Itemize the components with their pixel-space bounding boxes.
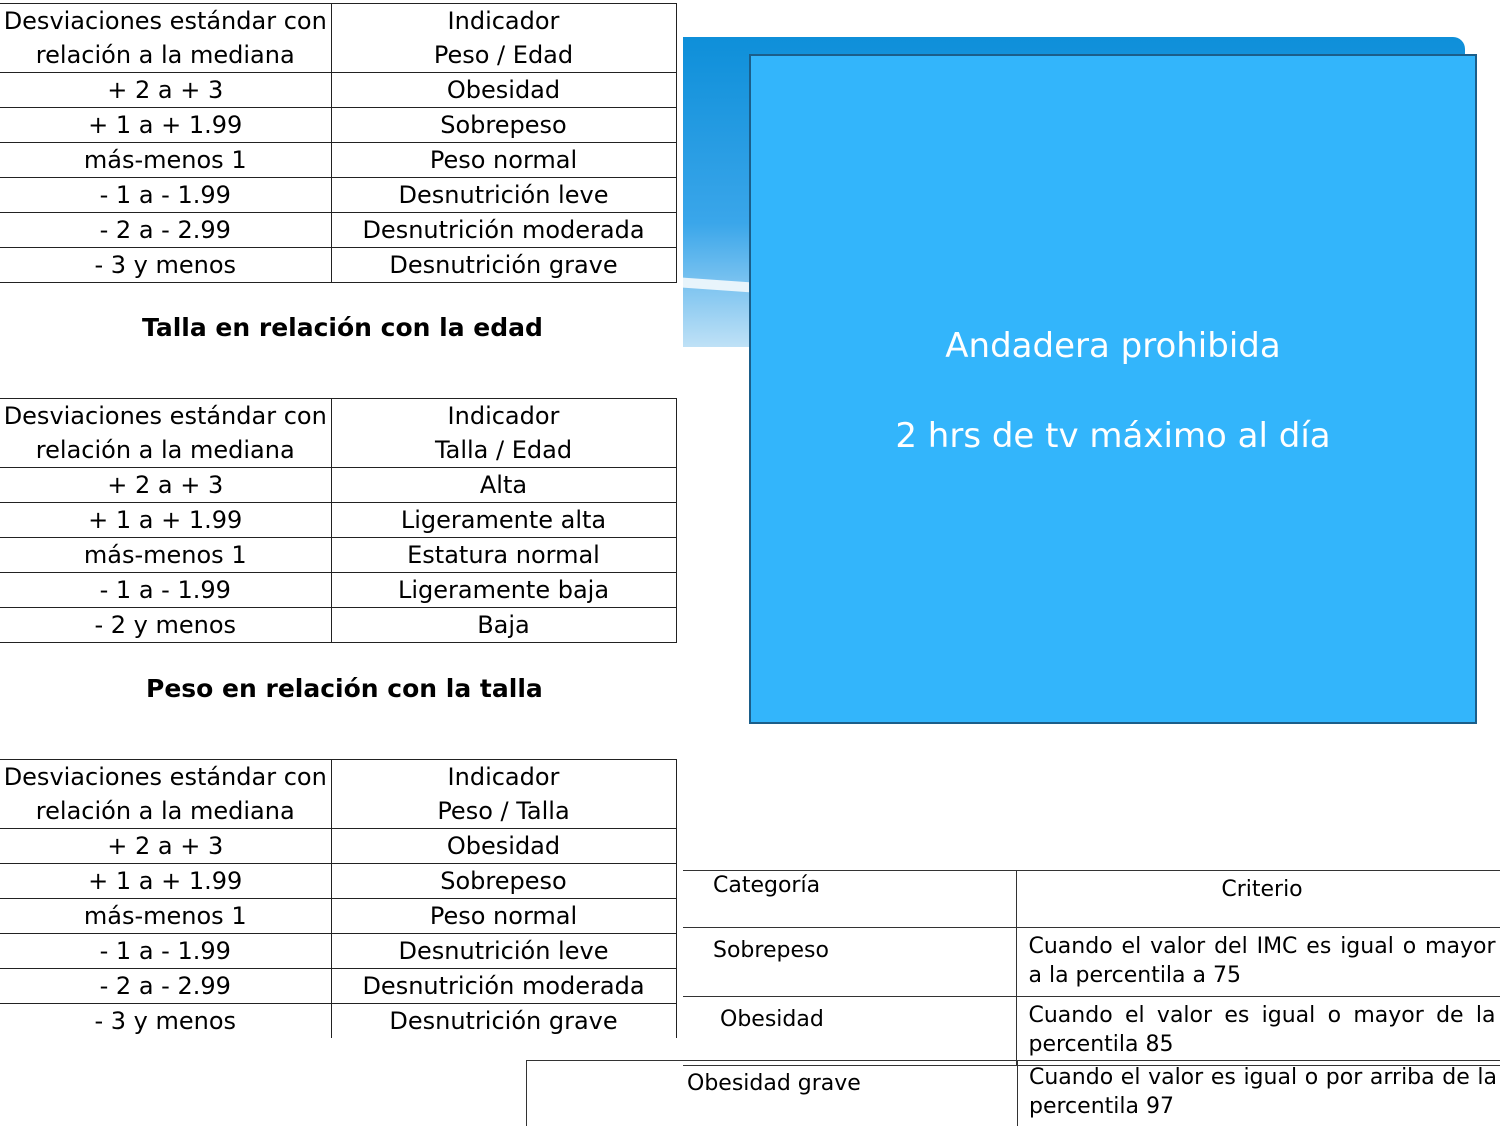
indicator-cell: Peso normal xyxy=(331,899,676,934)
imc-row-obesidad-grave xyxy=(526,1060,1500,1126)
indicator-cell: Desnutrición moderada xyxy=(331,213,676,248)
range-cell: - 3 y menos xyxy=(0,1004,331,1039)
table-row xyxy=(0,108,676,143)
range-cell: - 3 y menos xyxy=(0,248,331,283)
table-row xyxy=(0,829,676,864)
indicator-cell: Estatura normal xyxy=(331,538,676,573)
table-row xyxy=(0,73,676,108)
range-cell: más-menos 1 xyxy=(0,143,331,178)
header-criterion-cell: Criterio xyxy=(1016,871,1500,928)
panel-line-2: 2 hrs de tv máximo al día xyxy=(895,416,1331,456)
category-cell: Sobrepeso xyxy=(683,928,1016,997)
table-header-row xyxy=(683,871,1500,928)
range-cell: - 1 a - 1.99 xyxy=(0,934,331,969)
table-row xyxy=(683,997,1500,1066)
range-cell: - 1 a - 1.99 xyxy=(0,573,331,608)
range-cell: + 1 a + 1.99 xyxy=(0,864,331,899)
table-header-row xyxy=(0,399,676,468)
indicator-cell: Desnutrición leve xyxy=(331,178,676,213)
indicator-cell: Desnutrición moderada xyxy=(331,969,676,1004)
indicator-cell: Sobrepeso xyxy=(331,864,676,899)
range-cell: - 2 y menos xyxy=(0,608,331,643)
range-cell: más-menos 1 xyxy=(0,899,331,934)
table-row xyxy=(0,608,676,643)
criterion-cell: Cuando el valor es igual o por arriba de la percentila 97 xyxy=(1029,1065,1497,1119)
peso-edad-table xyxy=(0,3,677,283)
table-row xyxy=(0,143,676,178)
range-cell: - 1 a - 1.99 xyxy=(0,178,331,213)
range-cell: más-menos 1 xyxy=(0,538,331,573)
peso-talla-table xyxy=(0,759,677,1038)
header-indicator-cell: Indicador Talla / Edad xyxy=(331,399,676,468)
table-row xyxy=(683,928,1500,997)
table-row xyxy=(0,248,676,283)
header-deviation-cell: Desviaciones estándar con relación a la mediana xyxy=(0,760,331,829)
talla-edad-table xyxy=(0,398,677,643)
table-header-row xyxy=(0,760,676,829)
category-cell: Obesidad xyxy=(683,997,1016,1066)
table-row xyxy=(0,178,676,213)
header-deviation-cell: Desviaciones estándar con relación a la mediana xyxy=(0,4,331,73)
table-row xyxy=(0,213,676,248)
table-row xyxy=(0,864,676,899)
indicator-cell: Alta xyxy=(331,468,676,503)
indicator-cell: Desnutrición grave xyxy=(331,248,676,283)
range-cell: - 2 a - 2.99 xyxy=(0,969,331,1004)
range-cell: - 2 a - 2.99 xyxy=(0,213,331,248)
category-cell: Obesidad grave xyxy=(687,1071,861,1096)
imc-table xyxy=(683,870,1500,1066)
criterion-cell: Cuando el valor es igual o mayor de la percentila 85 xyxy=(1016,997,1500,1066)
indicator-cell: Baja xyxy=(331,608,676,643)
header-deviation-cell: Desviaciones estándar con relación a la mediana xyxy=(0,399,331,468)
table-row xyxy=(0,468,676,503)
table-row xyxy=(0,503,676,538)
column-divider xyxy=(1017,1061,1018,1126)
range-cell: + 1 a + 1.99 xyxy=(0,503,331,538)
range-cell: + 2 a + 3 xyxy=(0,468,331,503)
indicator-cell: Obesidad xyxy=(331,829,676,864)
peso-talla-caption: Peso en relación con la talla xyxy=(146,674,543,703)
table-row xyxy=(0,899,676,934)
panel-line-1: Andadera prohibida xyxy=(945,326,1281,366)
indicator-cell: Ligeramente alta xyxy=(331,503,676,538)
indicator-cell: Obesidad xyxy=(331,73,676,108)
indicator-cell: Desnutrición leve xyxy=(331,934,676,969)
range-cell: + 2 a + 3 xyxy=(0,829,331,864)
talla-edad-caption: Talla en relación con la edad xyxy=(142,313,543,342)
table-row xyxy=(0,969,676,1004)
criterion-cell: Cuando el valor del IMC es igual o mayor a la percentila a 75 xyxy=(1016,928,1500,997)
indicator-cell: Desnutrición grave xyxy=(331,1004,676,1039)
indicator-cell: Ligeramente baja xyxy=(331,573,676,608)
table-row xyxy=(0,573,676,608)
range-cell: + 1 a + 1.99 xyxy=(0,108,331,143)
table-row xyxy=(0,934,676,969)
table-header-row xyxy=(0,4,676,73)
indicator-cell: Peso normal xyxy=(331,143,676,178)
indicator-cell: Sobrepeso xyxy=(331,108,676,143)
header-indicator-cell: Indicador Peso / Talla xyxy=(331,760,676,829)
note-panel xyxy=(749,54,1477,724)
table-row xyxy=(0,1004,676,1039)
header-indicator-cell: Indicador Peso / Edad xyxy=(331,4,676,73)
header-category-cell: Categoría xyxy=(683,871,1016,928)
table-row xyxy=(0,538,676,573)
range-cell: + 2 a + 3 xyxy=(0,73,331,108)
